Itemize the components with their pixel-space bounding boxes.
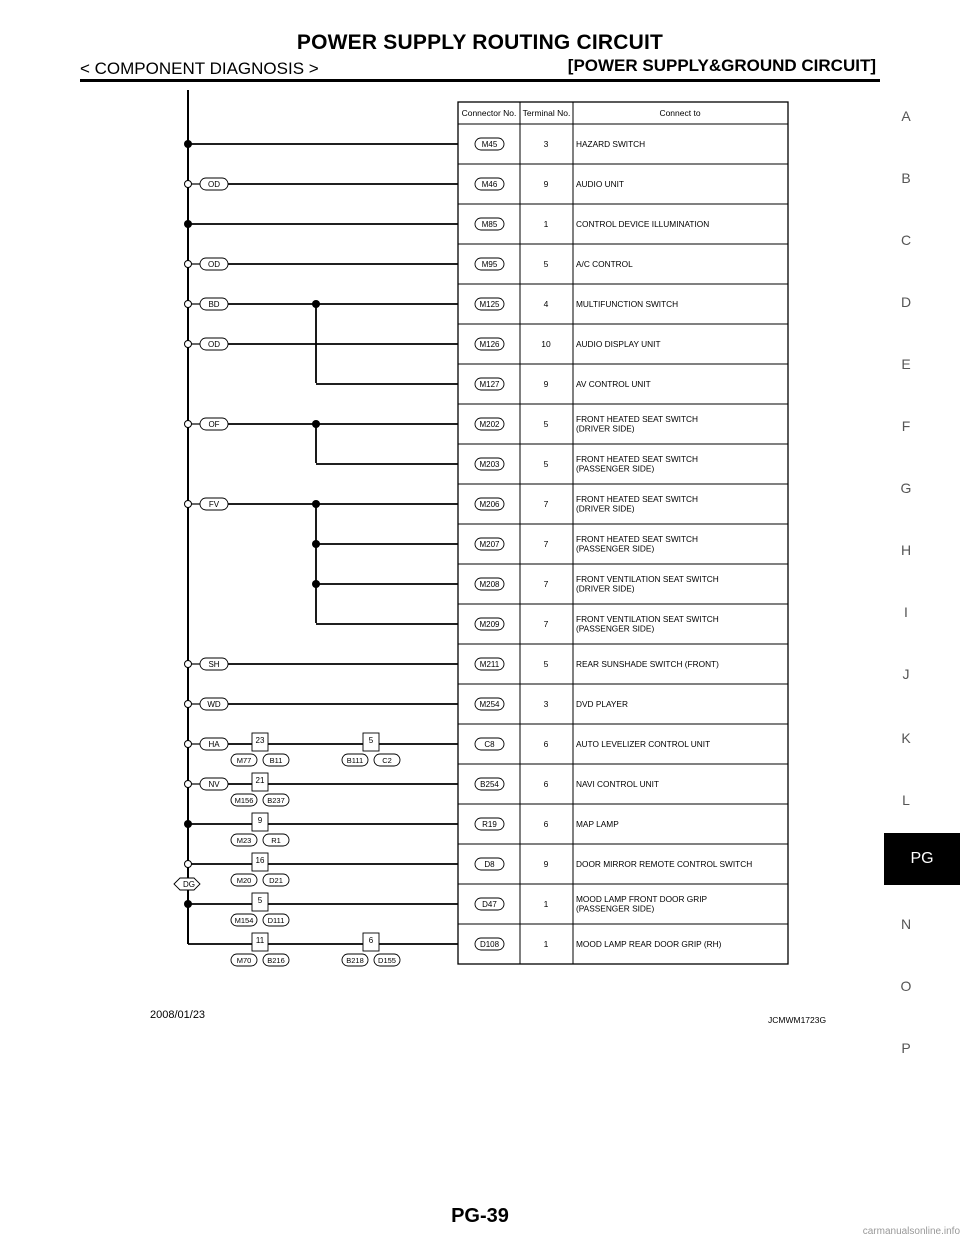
page-title: POWER SUPPLY ROUTING CIRCUIT — [296, 31, 664, 54]
connect-to-label: FRONT HEATED SEAT SWITCH — [576, 414, 699, 424]
joint-circle — [185, 181, 192, 188]
inline-junction — [231, 853, 289, 886]
joint-circle — [185, 861, 192, 868]
connector-badge — [475, 778, 504, 790]
connect-to-label: REAR SUNSHADE SWITCH (FRONT) — [576, 659, 719, 669]
connector-number: M254 — [479, 700, 500, 709]
junction-right-connector: B216 — [267, 956, 285, 965]
terminal-number: 6 — [543, 819, 549, 829]
connector-number: M125 — [479, 300, 500, 309]
connector-number: M208 — [479, 580, 500, 589]
connector-badge — [475, 258, 504, 270]
connector-badge — [475, 818, 504, 830]
junction-right-connector: D155 — [378, 956, 396, 965]
inline-junction — [342, 733, 400, 766]
joint-circle — [185, 501, 192, 508]
junction-right-connector: B237 — [267, 796, 285, 805]
terminal-number: 7 — [543, 539, 549, 549]
connector-badge — [475, 498, 504, 510]
junction-terminal: 5 — [368, 736, 374, 745]
connector-badge — [475, 658, 504, 670]
connector-number: M206 — [479, 500, 500, 509]
index-letter-o[interactable]: O — [900, 978, 912, 994]
index-letter-p[interactable]: P — [901, 1040, 911, 1056]
connector-number: M45 — [481, 140, 498, 149]
branch-splice-dot — [312, 300, 320, 308]
connect-to-label: FRONT VENTILATION SEAT SWITCH — [576, 574, 719, 584]
joint-circle — [185, 701, 192, 708]
connector-badge — [475, 338, 504, 350]
junction-left-connector: M20 — [236, 876, 252, 885]
connector-number: M209 — [479, 620, 500, 629]
connect-to-label: HAZARD SWITCH — [576, 139, 646, 149]
inline-junction — [231, 733, 289, 766]
inline-junction — [231, 773, 289, 806]
wire-code-label: OF — [208, 420, 220, 429]
index-letter-h[interactable]: H — [900, 542, 912, 558]
terminal-number: 3 — [543, 699, 549, 709]
terminal-number: 9 — [543, 379, 549, 389]
terminal-number: 7 — [543, 619, 549, 629]
index-letter-d[interactable]: D — [900, 294, 912, 310]
wire-code-label: OD — [208, 180, 220, 189]
index-letter-g[interactable]: G — [900, 480, 912, 496]
section-label: < COMPONENT DIAGNOSIS > — [80, 59, 319, 78]
branch-splice-dot — [312, 580, 320, 588]
connect-to-label: DVD PLAYER — [576, 699, 628, 709]
terminal-number: 5 — [543, 659, 549, 669]
connect-to-label: CONTROL DEVICE ILLUMINATION — [576, 219, 710, 229]
connect-to-label: MOOD LAMP FRONT DOOR GRIP — [576, 894, 708, 904]
junction-terminal: 6 — [368, 936, 374, 945]
connector-number: M95 — [481, 260, 498, 269]
junction-terminal: 9 — [257, 816, 263, 825]
junction-left-connector: M156 — [234, 796, 254, 805]
joint-circle — [185, 661, 192, 668]
connect-to-label: (DRIVER SIDE) — [576, 503, 635, 514]
connector-badge — [475, 298, 504, 310]
terminal-number: 1 — [543, 219, 549, 229]
joint-circle — [185, 741, 192, 748]
joint-circle — [185, 261, 192, 268]
junction-terminal: 21 — [255, 776, 265, 785]
connector-number: D47 — [482, 900, 497, 909]
connector-badge — [475, 218, 504, 230]
connect-to-label: FRONT HEATED SEAT SWITCH — [576, 454, 699, 464]
connector-number: M202 — [479, 420, 500, 429]
splice-dot — [184, 900, 192, 908]
junction-left-connector: M70 — [236, 956, 252, 965]
wire-code-label-dg: DG — [183, 880, 195, 889]
connect-to-label: NAVI CONTROL UNIT — [576, 779, 659, 789]
connector-number: M127 — [479, 380, 500, 389]
inline-junction — [231, 893, 289, 926]
branch-splice-dot — [312, 540, 320, 548]
connect-to-label: DOOR MIRROR REMOTE CONTROL SWITCH — [576, 859, 753, 869]
connector-number: M126 — [479, 340, 500, 349]
connector-number: M207 — [479, 540, 500, 549]
index-letter-c[interactable]: C — [900, 232, 912, 248]
junction-terminal: 16 — [255, 856, 265, 865]
index-letter-j[interactable]: J — [902, 666, 910, 682]
connector-badge — [475, 938, 504, 950]
splice-dot — [184, 140, 192, 148]
index-letter-k[interactable]: K — [901, 730, 911, 746]
terminal-number: 5 — [543, 419, 549, 429]
connector-number: M203 — [479, 460, 500, 469]
connector-badge — [475, 698, 504, 710]
junction-right-connector: R1 — [271, 836, 281, 845]
connect-to-label: A/C CONTROL — [576, 259, 633, 269]
connector-badge — [475, 138, 504, 150]
index-letter-n[interactable]: N — [900, 916, 912, 932]
connect-to-label: FRONT HEATED SEAT SWITCH — [576, 534, 699, 544]
connector-badge — [475, 858, 504, 870]
index-letter-e[interactable]: E — [901, 356, 911, 372]
junction-terminal: 23 — [255, 736, 265, 745]
index-letter-i[interactable]: I — [904, 604, 908, 620]
wire-code-label: BD — [208, 300, 220, 309]
connector-badge — [475, 418, 504, 430]
connect-to-label: (PASSENGER SIDE) — [576, 903, 655, 914]
junction-right-connector: D111 — [267, 916, 285, 925]
table-frame — [458, 102, 788, 964]
terminal-number: 1 — [543, 899, 549, 909]
connect-to-label: FRONT HEATED SEAT SWITCH — [576, 494, 699, 504]
subsection-label: [POWER SUPPLY&GROUND CIRCUIT] — [567, 56, 876, 75]
connector-badge — [475, 618, 504, 630]
junction-left-connector: B111 — [346, 756, 364, 765]
terminal-number: 9 — [543, 859, 549, 869]
wire-code-label: FV — [208, 500, 220, 509]
junction-terminal: 5 — [257, 896, 263, 905]
watermark: carmanualsonline.info — [862, 1226, 960, 1237]
wire-code-label: NV — [208, 780, 220, 789]
connector-number: M85 — [481, 220, 498, 229]
wire-code-label: OD — [208, 260, 220, 269]
index-letter-a[interactable]: A — [901, 108, 911, 124]
junction-left-connector: B218 — [346, 956, 364, 965]
connect-to-label: MOOD LAMP REAR DOOR GRIP (RH) — [576, 939, 722, 949]
index-letter-b[interactable]: B — [901, 170, 911, 186]
connector-number: M46 — [481, 180, 498, 189]
wire-code-label: HA — [208, 740, 220, 749]
splice-dot — [184, 220, 192, 228]
header-connector-no: Connector No. — [461, 108, 517, 118]
junction-right-connector: D21 — [269, 876, 283, 885]
junction-left-connector: M154 — [234, 916, 254, 925]
junction-terminal: 11 — [255, 936, 265, 945]
terminal-number: 6 — [543, 779, 549, 789]
connect-to-label: AUDIO DISPLAY UNIT — [576, 339, 661, 349]
inline-junction — [342, 933, 400, 966]
connector-badge — [475, 378, 504, 390]
connector-badge — [475, 178, 504, 190]
connect-to-label: (DRIVER SIDE) — [576, 423, 635, 434]
connector-number: R19 — [482, 820, 497, 829]
terminal-number: 4 — [543, 299, 549, 309]
joint-circle — [185, 781, 192, 788]
terminal-number: 7 — [543, 499, 549, 509]
joint-circle — [185, 421, 192, 428]
header-connect-to: Connect to — [659, 108, 701, 118]
branch-splice-dot — [312, 420, 320, 428]
connect-to-label: (PASSENGER SIDE) — [576, 623, 655, 634]
connector-badge — [475, 738, 504, 750]
wire-code-label: OD — [208, 340, 220, 349]
junction-left-connector: M77 — [236, 756, 252, 765]
connector-badge — [475, 898, 504, 910]
junction-left-connector: M23 — [236, 836, 252, 845]
connect-to-label: MAP LAMP — [576, 819, 619, 829]
connector-number: C8 — [484, 740, 495, 749]
connect-to-label: AUTO LEVELIZER CONTROL UNIT — [576, 739, 711, 749]
terminal-number: 9 — [543, 179, 549, 189]
wire-code-label: SH — [208, 660, 220, 669]
connect-to-label: AUDIO UNIT — [576, 179, 624, 189]
joint-circle — [185, 301, 192, 308]
inline-junction — [231, 813, 289, 846]
inline-junction — [231, 933, 289, 966]
joint-circle — [185, 341, 192, 348]
connector-number: D108 — [479, 940, 500, 949]
connector-badge — [475, 538, 504, 550]
terminal-number: 3 — [543, 139, 549, 149]
connect-to-label: (PASSENGER SIDE) — [576, 463, 655, 474]
connect-to-label: (PASSENGER SIDE) — [576, 543, 655, 554]
connector-badge — [475, 578, 504, 590]
header-terminal-no: Terminal No. — [522, 108, 571, 118]
junction-right-connector: C2 — [382, 756, 392, 765]
terminal-number: 6 — [543, 739, 549, 749]
terminal-number: 7 — [543, 579, 549, 589]
junction-right-connector: B11 — [269, 756, 283, 765]
footer-code: JCMWM1723G — [768, 1015, 827, 1025]
index-letter-pg-active[interactable]: PG — [884, 833, 960, 885]
terminal-number: 1 — [543, 939, 549, 949]
connector-number: M211 — [479, 660, 500, 669]
connector-number: D8 — [484, 860, 495, 869]
connector-badge — [475, 458, 504, 470]
connector-number: B254 — [480, 780, 499, 789]
branch-splice-dot — [312, 500, 320, 508]
page-number: PG-39 — [451, 1205, 509, 1227]
connect-to-label: MULTIFUNCTION SWITCH — [576, 299, 679, 309]
terminal-number: 5 — [543, 259, 549, 269]
connect-to-label: FRONT VENTILATION SEAT SWITCH — [576, 614, 719, 624]
terminal-number: 5 — [543, 459, 549, 469]
index-letter-f[interactable]: F — [901, 418, 911, 434]
index-letter-l[interactable]: L — [902, 792, 910, 808]
terminal-number: 10 — [541, 339, 551, 349]
footer-date: 2008/01/23 — [150, 1009, 206, 1021]
connect-to-label: AV CONTROL UNIT — [576, 379, 651, 389]
wire-code-label: WD — [207, 700, 221, 709]
splice-dot — [184, 820, 192, 828]
connect-to-label: (DRIVER SIDE) — [576, 583, 635, 594]
